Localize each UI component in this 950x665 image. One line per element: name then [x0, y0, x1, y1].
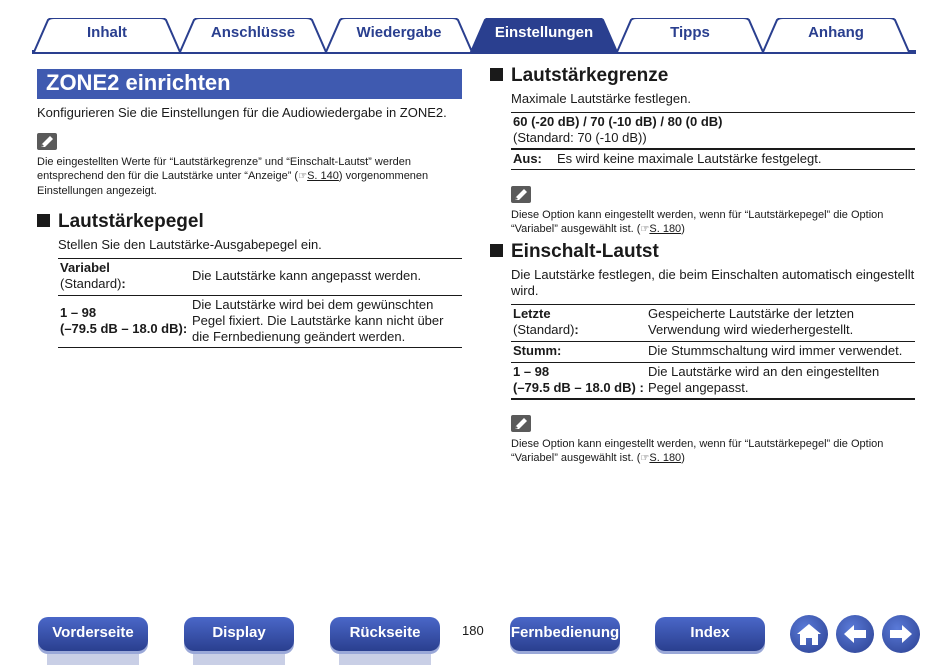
pencil-icon	[511, 186, 531, 203]
rueckseite-button[interactable]	[330, 617, 440, 651]
divider	[58, 258, 462, 259]
pegel-row2-value-line1: Die Lautstärke wird bei dem gewünschten	[192, 297, 434, 312]
note-3	[511, 437, 883, 466]
pegel-row2-value	[192, 297, 443, 345]
fernbedienung-button-label: Fernbedienung	[510, 624, 620, 641]
einschalt-row1-value	[648, 306, 854, 338]
vorderseite-button[interactable]	[38, 617, 148, 651]
heading-bullet	[490, 68, 503, 81]
note-3-line-2	[511, 451, 883, 466]
fernbedienung-button[interactable]	[510, 617, 620, 651]
einschalt-desc-line1: Die Lautstärke festlegen, die beim Einschalten automatisch eingestellt	[511, 267, 915, 282]
einschalt-row3-value-line1: Die Lautstärke wird an den eingestellten	[648, 364, 880, 379]
nav-shadow	[47, 651, 139, 665]
pegel-row1-key-sub: (Standard)	[60, 276, 122, 291]
page-ref-180[interactable]: S. 180	[649, 223, 682, 235]
page-ref-140[interactable]: S. 140	[307, 170, 339, 182]
pointing-hand-icon: ☞	[640, 453, 650, 464]
grenze-row1-default: (Standard: 70 (-10 dB))	[513, 130, 647, 145]
divider	[511, 112, 915, 113]
einschalt-row1-key	[513, 306, 579, 338]
lautstaerkegrenze-desc: Maximale Lautstärke festlegen.	[511, 91, 691, 106]
rueckseite-button-label: Rückseite	[349, 624, 421, 641]
back-button[interactable]	[836, 615, 874, 653]
einschalt-row1-value-line2: Verwendung wird wiederhergestellt.	[648, 322, 854, 337]
page-title-bar	[37, 69, 462, 99]
heading-bullet	[490, 244, 503, 257]
pegel-row2-value-line3: die Fernbedienung geändert werden.	[192, 329, 406, 344]
grenze-row2-key: Aus:	[513, 151, 542, 166]
divider	[511, 341, 915, 342]
tab-bar	[32, 18, 916, 54]
forward-button[interactable]	[882, 615, 920, 653]
einschalt-row3-value	[648, 364, 879, 396]
page-number: 180	[462, 623, 484, 638]
tab-anschluesse[interactable]	[178, 18, 328, 52]
heading-bullet	[37, 214, 50, 227]
note-1	[37, 155, 428, 198]
heading-einschalt-lautst	[490, 241, 659, 263]
tab-einstellungen[interactable]	[469, 18, 619, 52]
grenze-row2-value: Es wird keine maximale Lautstärke festgelegt.	[557, 151, 822, 166]
note-1-line-1: Die eingestellten Werte für “Lautstärkegrenze” und “Einschalt-Lautst” werden	[37, 156, 411, 168]
note-2-line-1: Diese Option kann eingestellt werden, wenn für “Lautstärkepegel” die Option	[511, 209, 884, 221]
arrow-right-icon	[887, 620, 915, 648]
divider	[511, 169, 915, 170]
display-button-label: Display	[212, 624, 266, 641]
tab-wiedergabe-label: Wiedergabe	[356, 24, 442, 41]
einschalt-row3-key	[513, 364, 644, 396]
tab-anschluesse-label: Anschlüsse	[210, 24, 296, 41]
divider	[511, 398, 915, 400]
arrow-left-icon	[841, 620, 869, 648]
tab-anhang[interactable]	[761, 18, 911, 52]
home-button[interactable]	[790, 615, 828, 653]
note-1-line-2a: entsprechend den für die Lautstärke unter “Anzeige” (	[37, 170, 299, 182]
note-2-line-2a: “Variabel” ausgewählt ist. (	[511, 223, 641, 235]
note-2	[511, 208, 883, 237]
note-3-line-1: Diese Option kann eingestellt werden, wenn für “Lautstärkepegel” die Option	[511, 438, 884, 450]
tab-wiedergabe[interactable]	[324, 18, 474, 52]
tab-inhalt-label: Inhalt	[87, 24, 127, 41]
page-ref-180[interactable]: S. 180	[649, 452, 682, 464]
pointing-hand-icon: ☞	[640, 224, 650, 235]
home-icon	[795, 620, 823, 648]
einschalt-row3-key-line1: 1 – 98	[513, 364, 550, 379]
einschalt-row2-value: Die Stummschaltung wird immer verwendet.	[648, 343, 903, 358]
pegel-row2-key	[60, 305, 187, 337]
heading-lautstaerkepegel	[37, 211, 204, 233]
pegel-row2-key-line1: 1 – 98	[60, 305, 97, 320]
note-2-line-2	[511, 222, 883, 237]
grenze-row1-values: 60 (-20 dB) / 70 (-10 dB) / 80 (0 dB)	[513, 114, 723, 129]
tab-einstellungen-label: Einstellungen	[494, 24, 594, 41]
pegel-row2-key-line2: (–79.5 dB – 18.0 dB):	[60, 321, 188, 336]
einschalt-row2-key: Stumm:	[513, 343, 562, 358]
intro-text: Konfigurieren Sie die Einstellungen für die Audiowiedergabe in ZONE2.	[37, 105, 447, 120]
heading-lautstaerkepegel-text: Lautstärkepegel	[58, 211, 204, 232]
divider	[511, 362, 915, 363]
lautstaerkepegel-desc: Stellen Sie den Lautstärke-Ausgabepegel ein.	[58, 237, 322, 252]
nav-shadow	[339, 651, 431, 665]
divider	[511, 148, 915, 150]
einschalt-desc	[511, 267, 914, 299]
display-button[interactable]	[184, 617, 294, 651]
note-3-line-2b: )	[681, 452, 685, 464]
note-2-line-2b: )	[681, 223, 685, 235]
tab-inhalt[interactable]	[32, 18, 182, 52]
tab-anhang-label: Anhang	[808, 24, 864, 41]
pegel-row1-colon: :	[121, 276, 126, 291]
tab-tipps[interactable]	[615, 18, 765, 52]
tab-tipps-label: Tipps	[670, 24, 710, 41]
pegel-row2-value-line2: Pegel fixiert. Die Lautstärke kann nicht über	[192, 313, 444, 328]
vorderseite-button-label: Vorderseite	[52, 624, 134, 641]
note-1-line-2	[37, 169, 428, 184]
einschalt-row1-key-bold: Letzte	[513, 306, 551, 321]
einschalt-row3-key-line2: (–79.5 dB – 18.0 dB) :	[513, 380, 644, 395]
note-1-line-3: Einstellungen angezeigt.	[37, 185, 157, 197]
divider	[58, 347, 462, 348]
page-title: ZONE2 einrichten	[46, 70, 231, 95]
pointing-hand-icon: ☞	[298, 171, 308, 182]
einschalt-row1-value-line1: Gespeicherte Lautstärke der letzten	[648, 306, 854, 321]
divider	[58, 295, 462, 296]
heading-lautstaerkegrenze	[490, 65, 668, 87]
pencil-icon	[37, 133, 57, 150]
note-3-line-2a: “Variabel” ausgewählt ist. (	[511, 452, 641, 464]
index-button-label: Index	[690, 624, 730, 641]
einschalt-row1-key-sub-line	[513, 322, 579, 338]
pencil-icon	[511, 415, 531, 432]
divider	[511, 304, 915, 305]
pegel-row1-key	[60, 260, 126, 292]
heading-einschalt-lautst-text: Einschalt-Lautst	[511, 241, 659, 262]
pegel-row1-key-bold: Variabel	[60, 260, 110, 275]
index-button[interactable]	[655, 617, 765, 651]
note-1-line-2b: ) vorgenommenen	[338, 170, 429, 182]
nav-shadow	[193, 651, 285, 665]
grenze-row1	[513, 114, 723, 146]
pegel-row1-key-sub-line	[60, 276, 126, 292]
einschalt-row1-colon: :	[574, 322, 579, 337]
einschalt-row1-key-sub: (Standard)	[513, 322, 575, 337]
einschalt-row3-value-line2: Pegel angepasst.	[648, 380, 749, 395]
pegel-row1-value: Die Lautstärke kann angepasst werden.	[192, 268, 422, 283]
heading-lautstaerkegrenze-text: Lautstärkegrenze	[511, 65, 669, 86]
einschalt-desc-line2: wird.	[511, 283, 539, 298]
